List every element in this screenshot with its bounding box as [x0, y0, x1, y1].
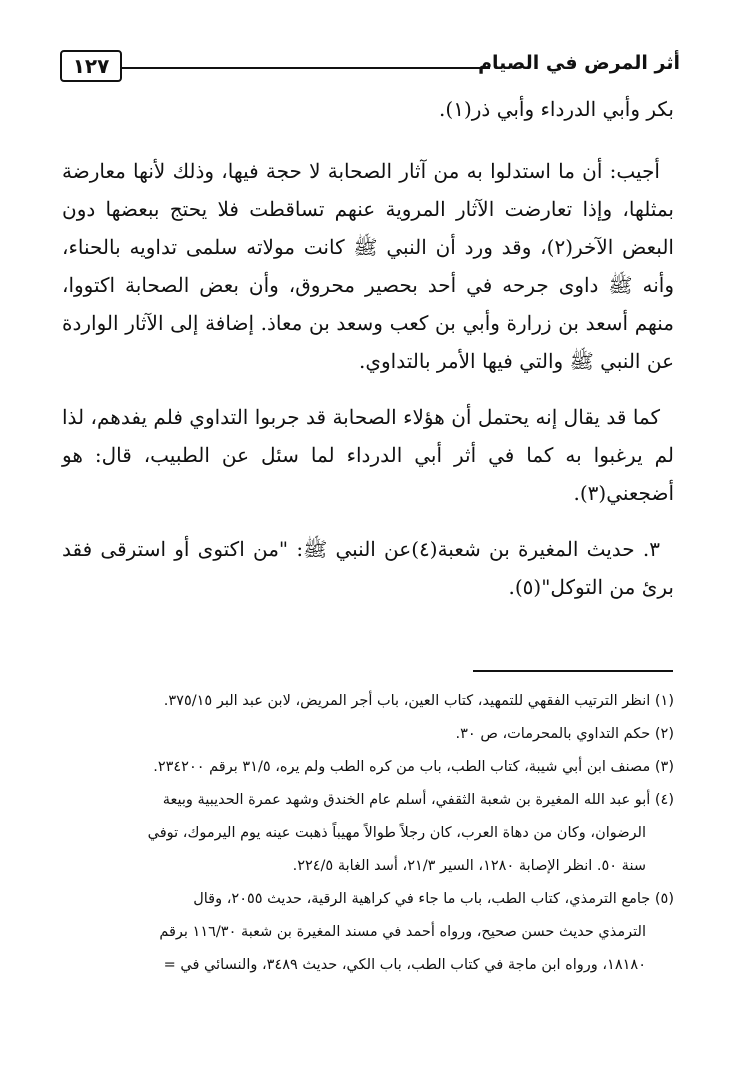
- footnote-5-line-1: (٥) جامع الترمذي، كتاب الطب، باب ما جاء في كراهية الرقية، حديث ٢٠٥٥، وقال: [193, 891, 674, 907]
- footnote-4-line-2: الرضوان، وكان من دهاة العرب، كان رجلاً طوالاً مهيباً ذهبت عينه يوم اليرموك، توفي: [147, 825, 646, 841]
- header-rule: [122, 67, 490, 69]
- footnote-separator: [473, 670, 673, 672]
- footnote-3: (٣) مصنف ابن أبي شيبة، كتاب الطب، باب من كره الطب ولم يره، ٣١/٥ برقم ٢٣٤٢٠٠.: [153, 759, 674, 775]
- running-header: [60, 50, 680, 86]
- footnote-5-line-3: ١٨١٨٠، ورواه ابن ماجة في كتاب الطب، باب الكي، حديث ٣٤٨٩، والنسائي في =: [163, 957, 646, 973]
- footnote-4-line-3: سنة ٥٠. انظر الإصابة ١٢٨٠، السير ٢١/٣، أسد الغابة ٢٢٤/٥.: [292, 858, 646, 874]
- paragraph-3: كما قد يقال إنه يحتمل أن هؤلاء الصحابة قد جربوا التداوي فلم يفدهم، لذا لم يرغبوا به كما في أثر أبي الدرداء لما سئل عن الطبيب، قال: هو أضجعني(٣).: [62, 405, 674, 505]
- paragraph-4: ٣. حديث المغيرة بن شعبة(٤)عن النبي ﷺ: "من اكتوى أو استرقى فقد برئ من التوكل"(٥).: [62, 537, 674, 599]
- running-title: أثر المرض في الصيام: [478, 52, 680, 74]
- footnote-2: (٢) حكم التداوي بالمحرمات، ص ٣٠.: [455, 726, 674, 742]
- footnotes: [62, 686, 674, 983]
- page-number: ١٢٧: [60, 50, 122, 82]
- paragraph-1: بكر وأبي الدرداء وأبي ذر(١).: [439, 97, 674, 121]
- footnote-5-line-2: الترمذي حديث حسن صحيح، ورواه أحمد في مسند المغيرة بن شعبة ١١٦/٣٠ برقم: [159, 924, 646, 940]
- main-text: [62, 90, 674, 624]
- footnote-1: (١) انظر الترتيب الفقهي للتمهيد، كتاب العين، باب أجر المريض، لابن عبد البر ٣٧٥/١٥.: [163, 693, 674, 709]
- paragraph-2: أجيب: أن ما استدلوا به من آثار الصحابة لا حجة فيها، وذلك لأنها معارضة بمثلها، وإذا تعارضت الآثار المروية عنهم تساقطت فلا يحتج ببعضها دون البعض الآخر(٢)، وقد ورد أن النبي ﷺ كانت مولاته سلمى تداويه بالحناء، وأنه ﷺ داوى جرحه في أحد بحصير محروق، وأن بعض الصحابة اكتووا، منهم أسعد بن زرارة وأبي بن كعب وسعد بن معاذ. إضافة إلى الآثار الواردة عن النبي ﷺ والتي فيها الأمر بالتداوي.: [62, 159, 674, 373]
- footnote-4-line-1: (٤) أبو عبد الله المغيرة بن شعبة الثقفي، أسلم عام الخندق وشهد عمرة الحديبية وبيعة: [162, 792, 674, 808]
